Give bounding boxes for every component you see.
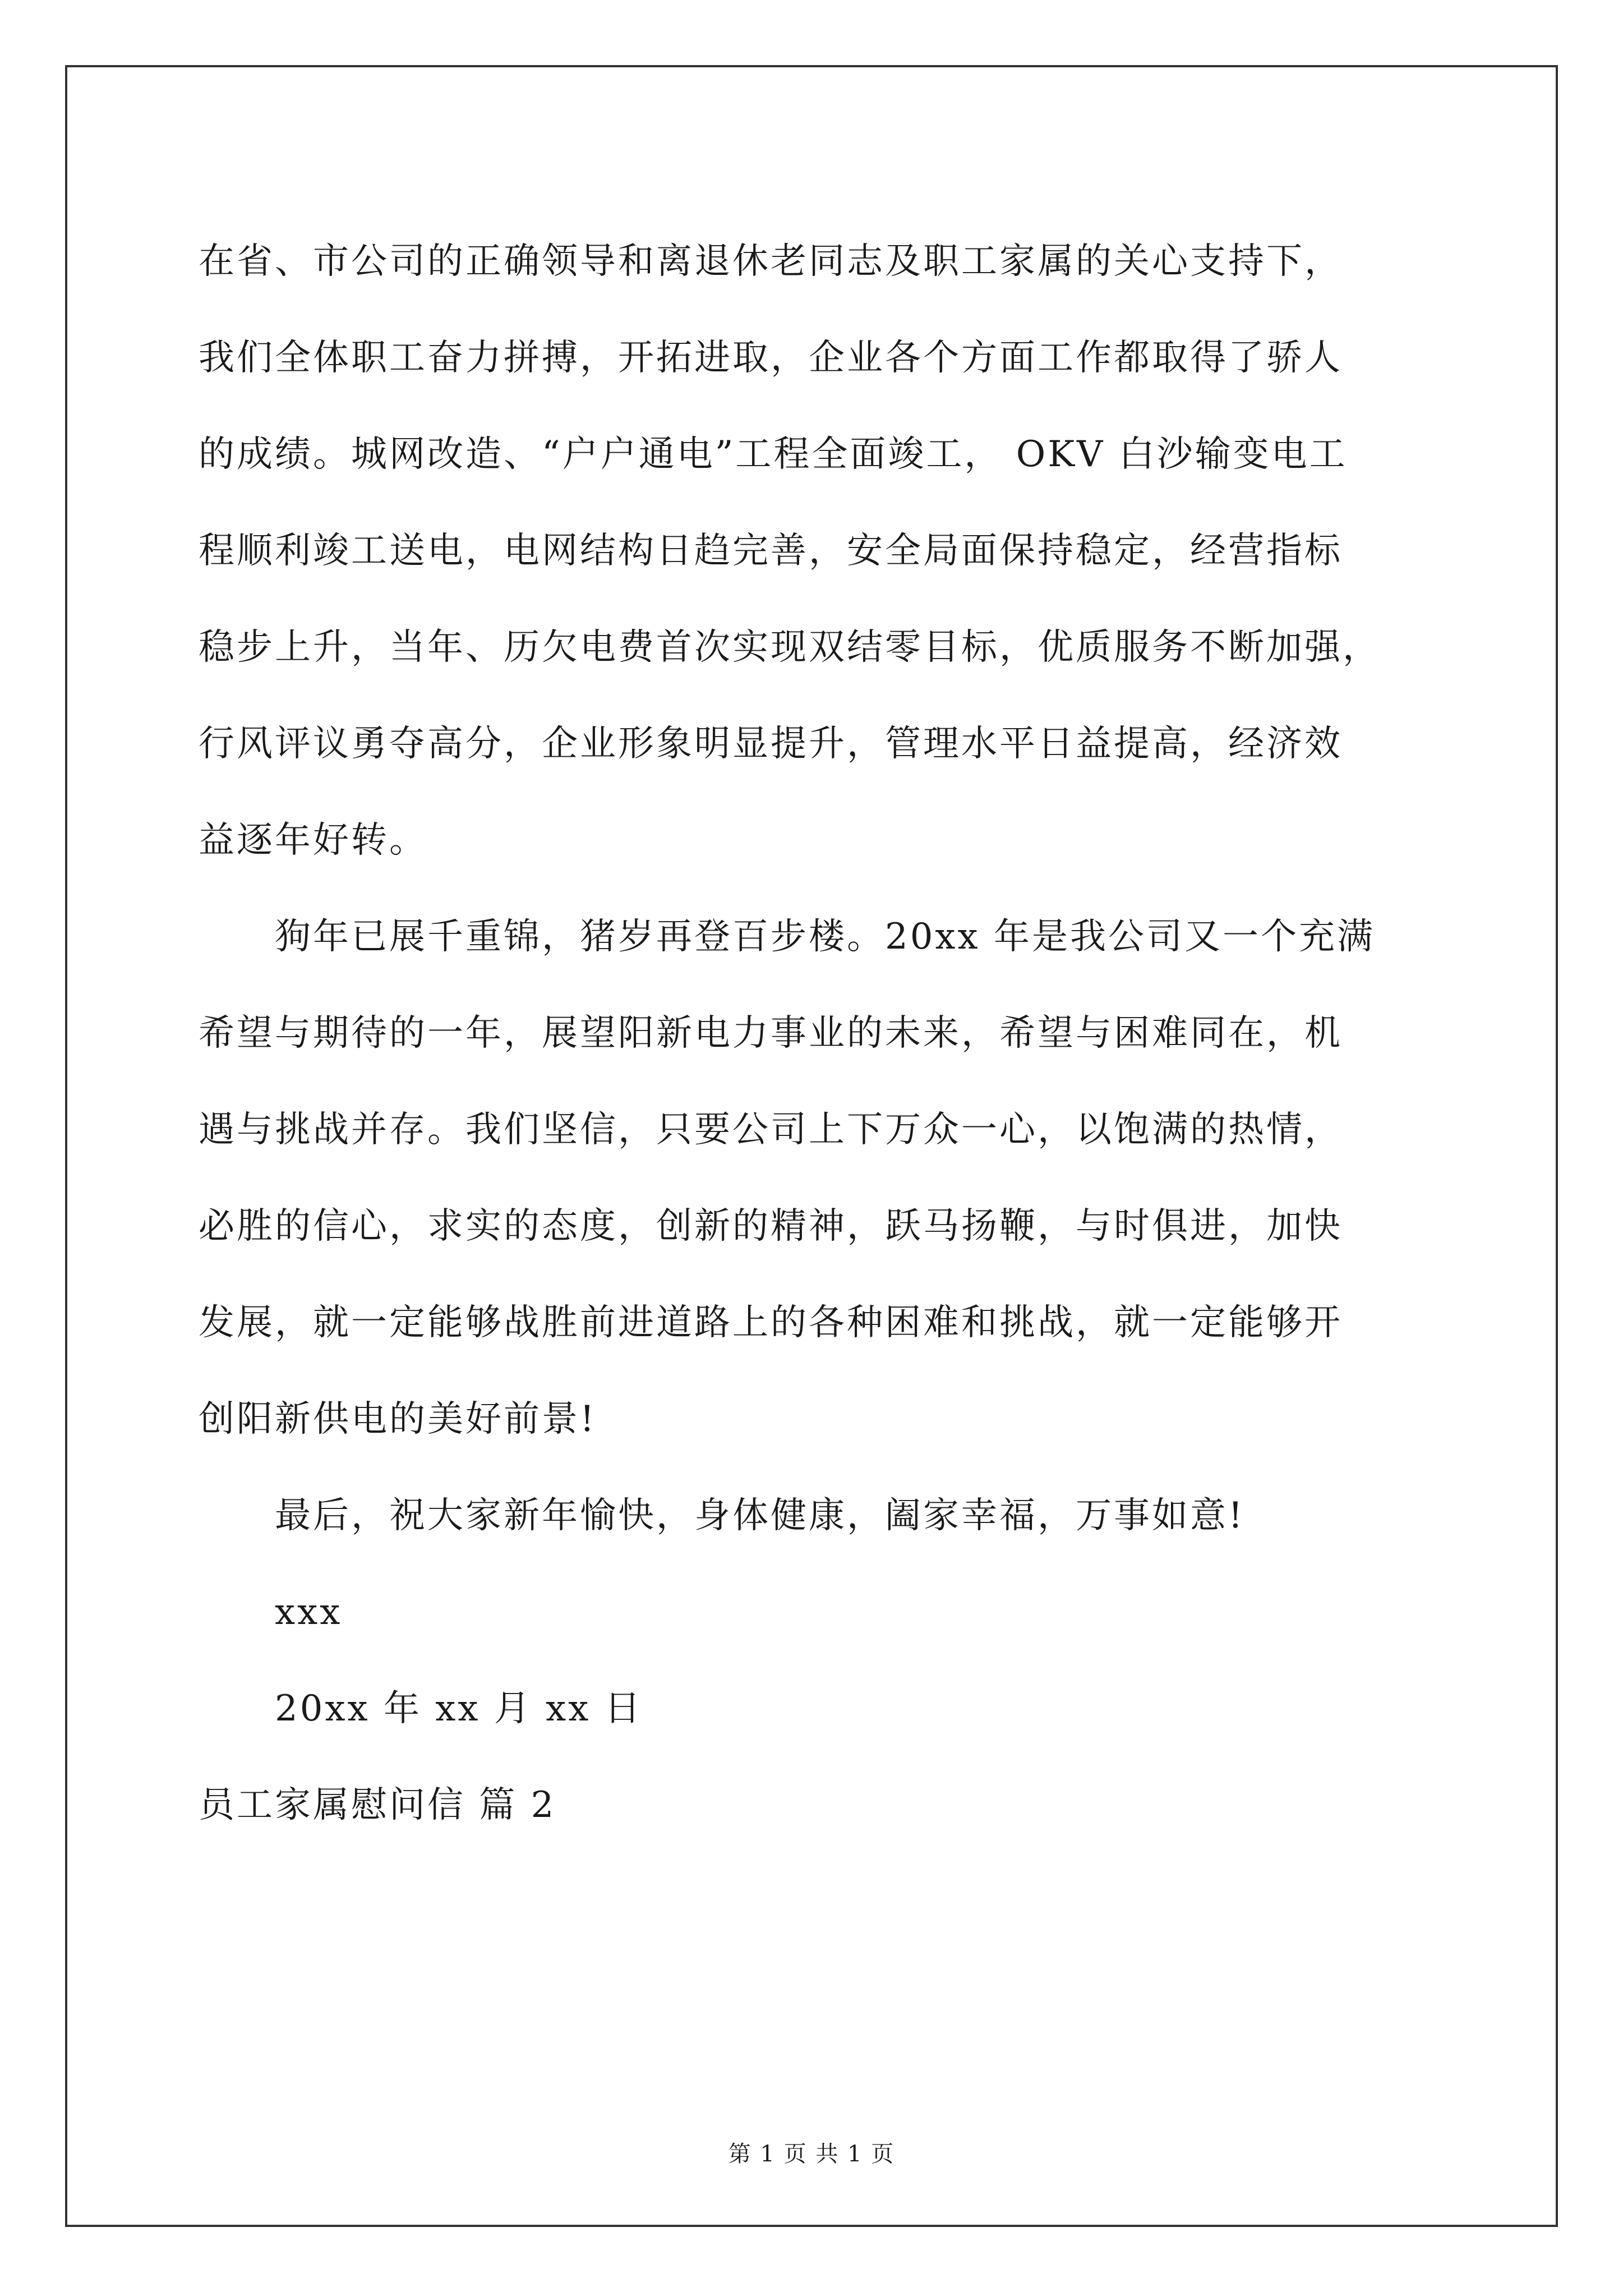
- paragraph-1-line-7: 益逐年好转。: [199, 820, 427, 861]
- document-body: [199, 213, 1455, 1853]
- paragraph-1-line-1: 在省、市公司的正确领导和离退休老同志及职工家属的关心支持下，: [199, 241, 1343, 282]
- paragraph-2-line-2: 希望与期待的一年，展望阳新电力事业的未来，希望与困难同在，机: [199, 1013, 1343, 1054]
- paragraph-2-line-1: 狗年已展千重锦，猪岁再登百步楼。20xx 年是我公司又一个充满: [275, 916, 1375, 958]
- paragraph-2-line-6: 创阳新供电的美好前景!: [199, 1398, 597, 1440]
- letter-date: 20xx 年 xx 月 xx 日: [275, 1688, 643, 1729]
- signature: xxx: [275, 1591, 343, 1633]
- page-footer: 第 1 页 共 1 页: [728, 2141, 895, 2167]
- closing-wishes: 最后，祝大家新年愉快，身体健康，阖家幸福，万事如意!: [275, 1495, 1245, 1536]
- paragraph-2-line-4: 必胜的信心，求实的态度，创新的精神，跃马扬鞭，与时俱进，加快: [199, 1205, 1343, 1247]
- paragraph-2-line-5: 发展，就一定能够战胜前进道路上的各种困难和挑战，就一定能够开: [199, 1302, 1343, 1343]
- paragraph-2-line-3: 遇与挑战并存。我们坚信，只要公司上下万众一心，以饱满的热情，: [199, 1109, 1343, 1151]
- paragraph-1-line-5: 稳步上升，当年、历欠电费首次实现双结零目标，优质服务不断加强，: [199, 627, 1381, 668]
- paragraph-1-line-2: 我们全体职工奋力拼搏，开拓进取，企业各个方面工作都取得了骄人: [199, 337, 1343, 379]
- next-section-title: 员工家属慰问信 篇 2: [199, 1784, 556, 1826]
- paragraph-1-line-6: 行风评议勇夺高分，企业形象明显提升，管理水平日益提高，经济效: [199, 723, 1343, 765]
- paragraph-1-line-3: 的成绩。城网改造、“户户通电”工程全面竣工， OKV 白沙输变电工: [199, 434, 1348, 475]
- paragraph-1-line-4: 程顺利竣工送电，电网结构日趋完善，安全局面保持稳定，经营指标: [199, 530, 1343, 572]
